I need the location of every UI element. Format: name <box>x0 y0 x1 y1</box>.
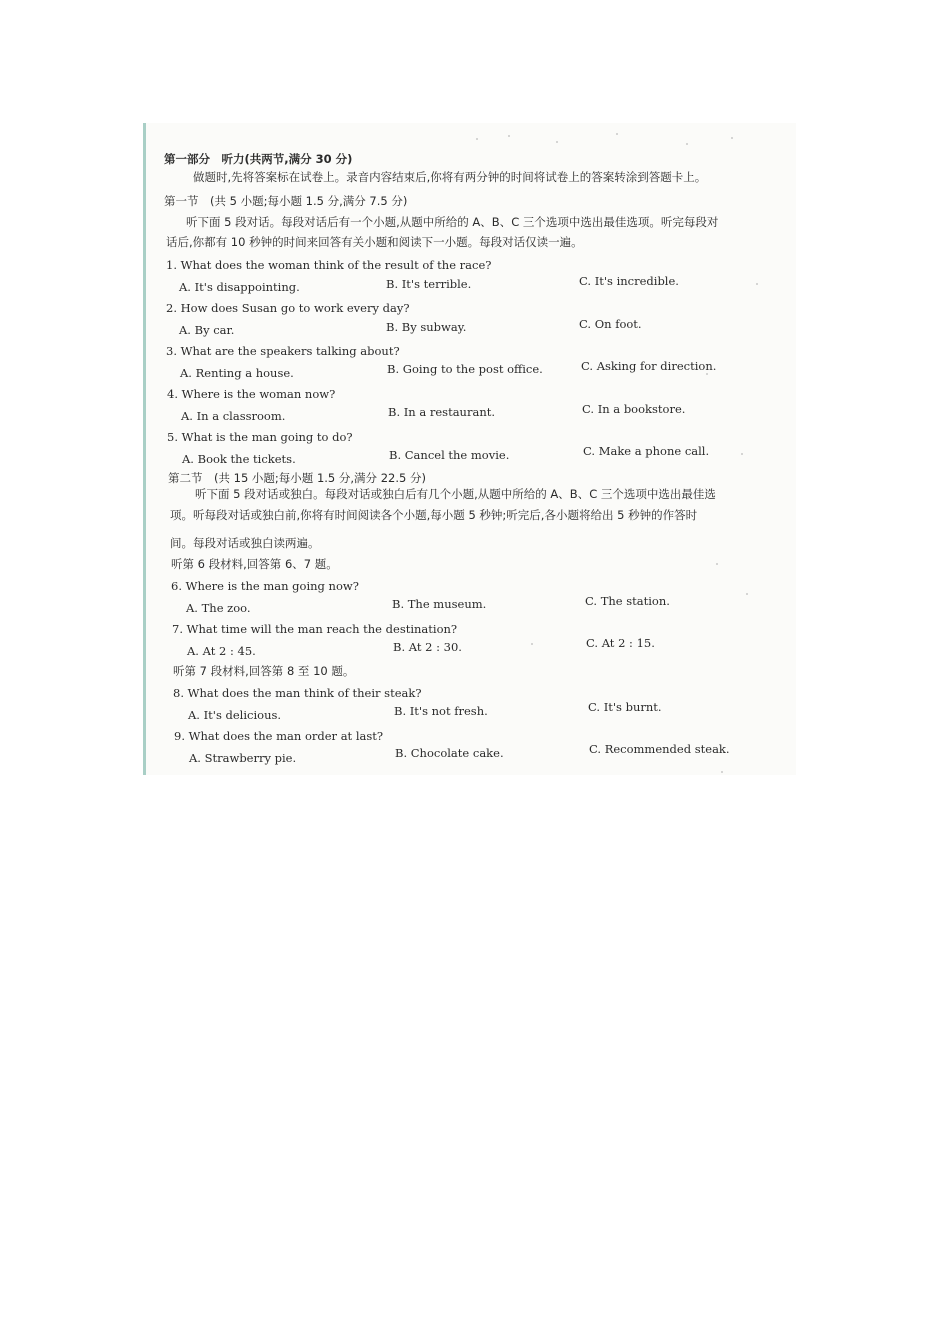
option-a: A. It's delicious. <box>188 708 282 722</box>
question-text: 1. What does the woman think of the result of the race? <box>166 258 492 272</box>
scan-speck <box>531 643 533 645</box>
option-b: B. Cancel the movie. <box>389 448 510 462</box>
scan-speck <box>476 138 478 140</box>
option-a: A. The zoo. <box>186 601 251 615</box>
option-a: A. Book the tickets. <box>182 452 296 466</box>
option-b: B. Going to the post office. <box>387 362 543 376</box>
question-text: 4. Where is the woman now? <box>167 387 336 401</box>
section-instruction: 间。每段对话或独白读两遍。 <box>170 536 320 550</box>
option-b: B. It's terrible. <box>386 277 472 291</box>
question-text: 7. What time will the man reach the destination? <box>172 622 458 636</box>
option-b: B. At 2 : 30. <box>393 640 462 654</box>
option-b: B. The museum. <box>392 597 487 611</box>
scan-speck <box>716 563 718 565</box>
option-a: A. By car. <box>179 323 235 337</box>
section-instruction: 话后,你都有 10 秒钟的时间来回答有关小题和阅读下一小题。每段对话仅读一遍。 <box>166 235 583 249</box>
part-instruction: 做题时,先将答案标在试卷上。录音内容结束后,你将有两分钟的时间将试卷上的答案转涂到答题卡上。 <box>193 170 707 184</box>
section-heading: 第二节 (共 15 小题;每小题 1.5 分,满分 22.5 分) <box>168 471 426 485</box>
section-instruction: 项。听每段对话或独白前,你将有时间阅读各个小题,每小题 5 秒钟;听完后,各小题将给出 5 秒钟的作答时 <box>170 508 698 522</box>
option-c: C. It's incredible. <box>579 274 679 288</box>
option-c: C. Asking for direction. <box>581 359 717 373</box>
part-heading: 第一部分 听力(共两节,满分 30 分) <box>164 152 353 166</box>
question-text: 2. How does Susan go to work every day? <box>166 301 410 315</box>
option-c: C. At 2 : 15. <box>586 636 655 650</box>
option-a: A. It's disappointing. <box>179 280 300 294</box>
question-text: 3. What are the speakers talking about? <box>166 344 400 358</box>
scan-speck <box>556 141 558 143</box>
scan-speck <box>721 771 723 773</box>
option-c: C. In a bookstore. <box>582 402 686 416</box>
group-label: 听第 7 段材料,回答第 8 至 10 题。 <box>173 664 355 678</box>
scan-speck <box>616 133 618 135</box>
question-text: 5. What is the man going to do? <box>167 430 353 444</box>
option-b: B. It's not fresh. <box>394 704 488 718</box>
scan-speck <box>508 135 510 137</box>
option-a: A. Strawberry pie. <box>189 751 297 765</box>
option-b: B. Chocolate cake. <box>395 746 504 760</box>
scan-speck <box>741 453 743 455</box>
question-text: 8. What does the man think of their steak? <box>173 686 422 700</box>
option-c: C. The station. <box>585 594 670 608</box>
scan-speck <box>756 283 758 285</box>
option-c: C. Make a phone call. <box>583 444 710 458</box>
scanned-exam-page <box>143 123 796 775</box>
group-label: 听第 6 段材料,回答第 6、7 题。 <box>171 557 338 571</box>
question-text: 6. Where is the man going now? <box>171 579 359 593</box>
option-c: C. On foot. <box>579 317 642 331</box>
scan-speck <box>686 143 688 145</box>
option-c: C. Recommended steak. <box>589 742 730 756</box>
option-a: A. At 2 : 45. <box>187 644 256 658</box>
question-text: 9. What does the man order at last? <box>174 729 384 743</box>
option-b: B. By subway. <box>386 320 467 334</box>
option-b: B. In a restaurant. <box>388 405 496 419</box>
option-c: C. It's burnt. <box>588 700 662 714</box>
section-heading: 第一节 (共 5 小题;每小题 1.5 分,满分 7.5 分) <box>164 194 408 208</box>
section-instruction: 听下面 5 段对话。每段对话后有一个小题,从题中所给的 A、B、C 三个选项中选出最佳选项。听完每段对 <box>186 215 719 229</box>
option-a: A. Renting a house. <box>180 366 294 380</box>
scan-speck <box>731 137 733 139</box>
option-a: A. In a classroom. <box>181 409 286 423</box>
section-instruction: 听下面 5 段对话或独白。每段对话或独白后有几个小题,从题中所给的 A、B、C 三个选项中选出最佳选 <box>195 487 716 501</box>
scan-speck <box>746 593 748 595</box>
